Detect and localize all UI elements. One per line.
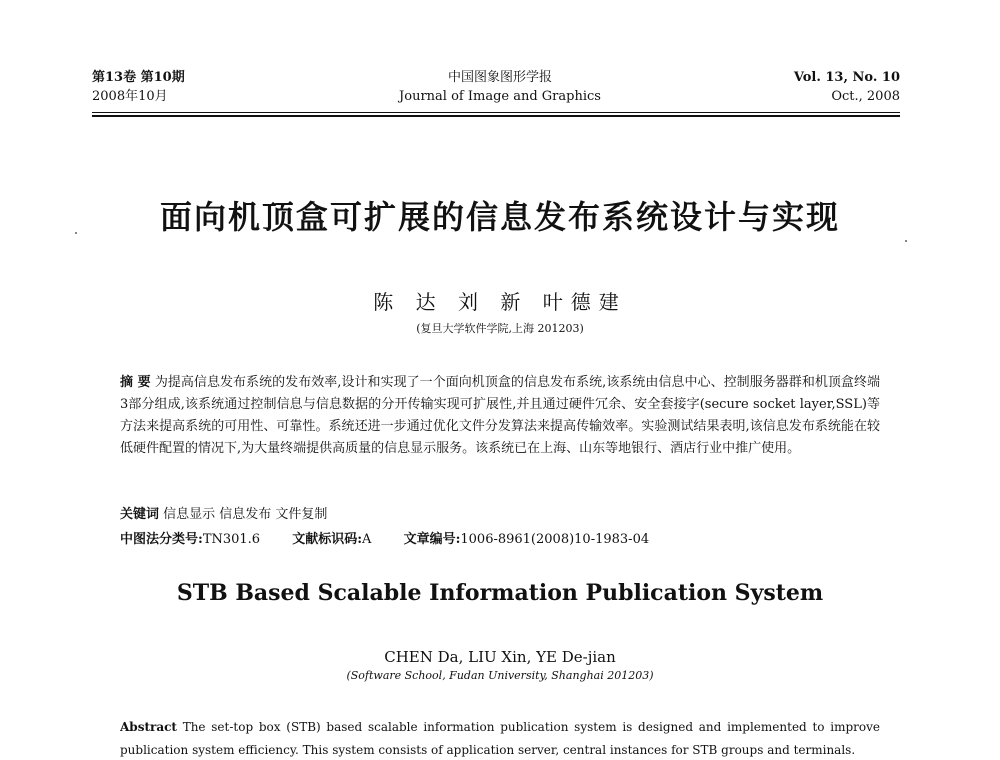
volume-issue-cn: 第13卷 第10期 [92,70,185,85]
doc-code-label: 文献标识码: [292,532,363,547]
header-rule-top [92,112,900,113]
authors-cn: 陈 达 刘 新 叶德建 [373,290,627,314]
affiliation-cn: (复旦大学软件学院,上海 201203) [416,322,584,335]
volume-issue-en: Vol. 13, No. 10 [793,70,900,85]
paper-title-cn: 面向机顶盒可扩展的信息发布系统设计与实现 [159,198,840,236]
abstract-cn-label: 摘 要 [120,375,151,390]
keywords-text: 信息显示 信息发布 文件复制 [163,507,328,522]
abstract-cn-text: 为提高信息发布系统的发布效率,设计和实现了一个面向机顶盒的信息发布系统,该系统由信息中心、控制服务器群和机顶盒终端3部分组成,该系统通过控制信息与信息数据的分开传输实现可扩展性,并且通过硬件冗余、安全套接字(secure socket layer,SSL)等方法来提高系统的可用性、可靠性。系统还进一步通过优化文件分发算法来提高传输效率。实验测试结果表明,该信息发布系统能在较低硬件配置的情况下,为大量终端提供高质量的信息显示服务。该系统已在上海、山东等地银行、酒店行业中推广使用。 [120,375,881,456]
journal-header-right [794,68,900,106]
header-rule-bottom [92,115,900,117]
journal-name-en: Journal of Image and Graphics [399,89,601,104]
article-number-value: 1006-8961(2008)10-1983-04 [460,532,650,547]
doc-code-value: A [362,532,372,547]
keywords-label: 关键词 [120,507,160,522]
clc-value: TN301.6 [202,532,261,547]
date-cn: 2008年10月 [92,89,168,104]
keywords [120,503,327,522]
abstract-en-text: The set-top box (STB) based scalable information publication system is designed and implemented to improve publication system efficiency. This system consists of application server, central instances for STB groups and terminals. [120,720,880,757]
journal-name-cn: 中国图象图形学报 [447,70,552,85]
abstract-cn [120,372,880,460]
classification-line [120,528,677,547]
paper-title-en: STB Based Scalable Information Publication System [176,580,824,606]
abstract-en [120,716,880,760]
clc-label: 中图法分类号: [120,532,203,547]
date-en: Oct., 2008 [831,89,900,104]
authors-en: CHEN Da, LIU Xin, YE De-jian [384,648,616,666]
article-number-label: 文章编号: [403,532,461,547]
affiliation-en: (Software School, Fudan University, Shanghai 201203) [346,669,654,682]
abstract-en-label: Abstract [120,720,177,734]
scan-speck [905,240,907,242]
scan-speck [75,232,77,234]
